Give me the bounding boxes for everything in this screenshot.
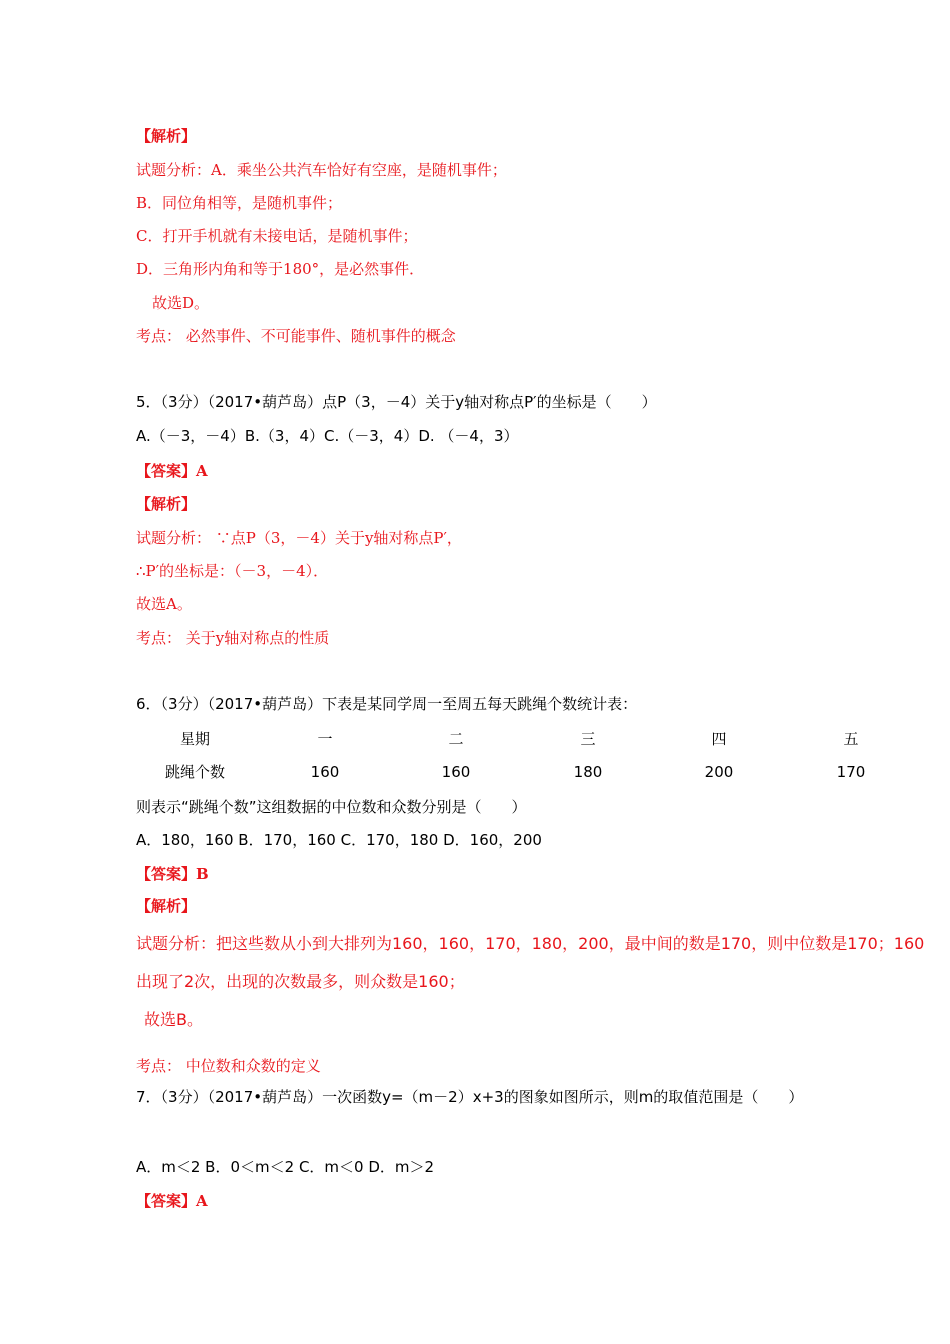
table-cell: 170 [836, 763, 866, 781]
conclusion-line: 故选D。 [152, 294, 210, 312]
question-6-options: A．180，160 B．170，160 C．170，180 D．160，200 [136, 831, 542, 849]
table-header-cell: 五 [843, 730, 859, 748]
analysis-line: 试题分析： ∵点P（3，－4）关于y轴对称点P′， [136, 529, 462, 547]
table-cell: 180 [573, 763, 603, 781]
question-7-stem: 7．（3分）（2017•葫芦岛）一次函数y=（m－2）x+3的图象如图所示，则m的取值范围是（ ） [136, 1088, 804, 1106]
question-5-options: A.（－3，－4）B.（3，4）C.（－3，4）D. （－4，3） [136, 427, 519, 445]
question-7-options: A．m＜2 B．0＜m＜2 C．m＜0 D．m＞2 [136, 1158, 435, 1176]
analysis-line: B．同位角相等，是随机事件； [136, 194, 343, 212]
analysis-heading: 【解析】 [136, 897, 197, 915]
table-header-cell: 一 [317, 730, 333, 748]
analysis-line: D．三角形内角和等于180°，是必然事件． [136, 260, 425, 278]
topic-line: 考点： 必然事件、不可能事件、随机事件的概念 [136, 327, 456, 345]
question-5-stem: 5．（3分）（2017•葫芦岛）点P（3，－4）关于y轴对称点P′的坐标是（ ） [136, 393, 657, 411]
question-6-stem: 6．（3分）（2017•葫芦岛）下表是某同学周一至周五每天跳绳个数统计表： [136, 695, 638, 713]
answer-line: 【答案】A [136, 462, 208, 480]
analysis-heading: 【解析】 [136, 127, 197, 145]
table-header-cell: 三 [580, 730, 596, 748]
conclusion-line: 故选B。 [144, 1010, 203, 1029]
table-cell: 200 [704, 763, 734, 781]
table-header-cell: 四 [711, 730, 727, 748]
topic-line: 考点： 关于y轴对称点的性质 [136, 629, 330, 647]
table-row-label: 跳绳个数 [164, 763, 225, 781]
analysis-line: ∴P′的坐标是：（－3，－4）． [136, 562, 329, 580]
analysis-line: 试题分析：把这些数从小到大排列为160，160，170，180，200，最中间的数是170，则中位数是170；160 [136, 934, 925, 953]
table-cell: 160 [310, 763, 340, 781]
conclusion-line: 故选A。 [136, 595, 192, 613]
analysis-line: 试题分析：A．乘坐公共汽车恰好有空座，是随机事件； [136, 161, 507, 179]
analysis-line: C．打开手机就有未接电话，是随机事件； [136, 227, 418, 245]
analysis-line: 出现了2次，出现的次数最多，则众数是160； [136, 972, 465, 991]
answer-line: 【答案】B [136, 865, 209, 883]
table-header-cell: 二 [448, 730, 464, 748]
topic-line: 考点： 中位数和众数的定义 [136, 1057, 321, 1075]
question-6-prompt: 则表示“跳绳个数”这组数据的中位数和众数分别是（ ） [136, 798, 527, 816]
analysis-heading: 【解析】 [136, 495, 197, 513]
table-cell: 160 [441, 763, 471, 781]
answer-line: 【答案】A [136, 1192, 208, 1210]
table-header-label: 星期 [179, 730, 210, 748]
